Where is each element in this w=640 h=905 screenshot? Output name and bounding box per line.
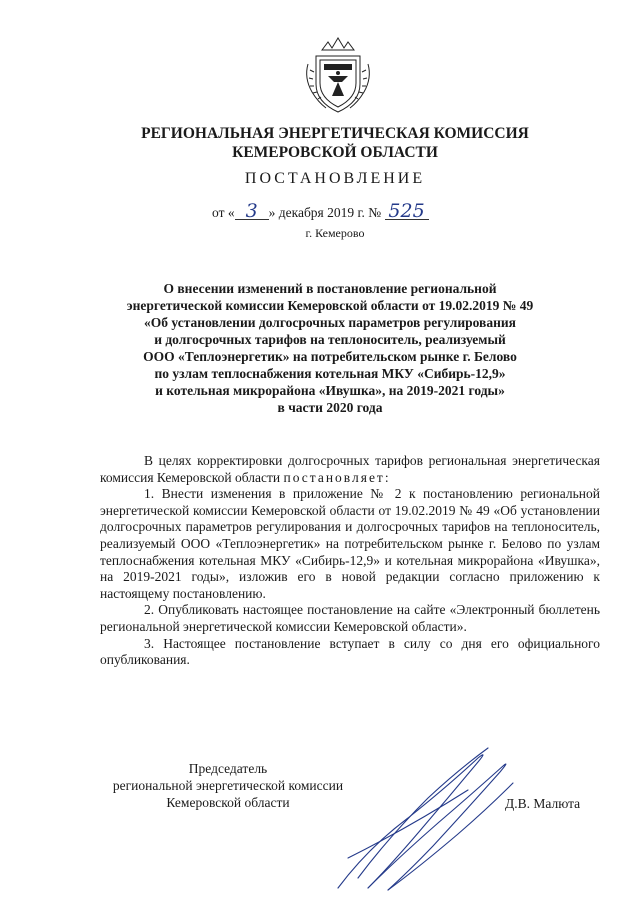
title-line: и долгосрочных тарифов на теплоноситель, реализуемый (154, 332, 506, 347)
title-line: энергетической комиссии Кемеровской области от 19.02.2019 № 49 (126, 298, 534, 313)
document-title (0, 280, 640, 416)
intro-paragraph (100, 453, 600, 486)
issuing-authority (0, 124, 640, 162)
clause-2: 2. Опубликовать настоящее постановление на сайте «Электронный бюллетень региональной энергетической комиссии Кемеровской области». (100, 602, 600, 634)
signer-name: Д.В. Малюта (505, 796, 581, 811)
signer-title-line-2: региональной энергетической комиссии (112, 778, 344, 793)
handwritten-number: 525 (385, 203, 429, 220)
title-line: О внесении изменений в постановление региональной (163, 281, 497, 296)
signer-title-line-3: Кемеровской области (166, 795, 290, 810)
signer-title (100, 760, 356, 811)
kemerovo-coat-of-arms-icon (302, 36, 374, 116)
date-line (212, 200, 429, 222)
city: г. Кемерово (305, 226, 365, 240)
title-line: «Об установлении долгосрочных параметров регулирования (144, 315, 516, 330)
date-middle: » декабря 2019 г. № (268, 205, 382, 220)
clause-3: 3. Настоящее постановление вступает в силу со дня его официального опубликования. (100, 635, 600, 668)
title-line: ООО «Теплоэнергетик» на потребительском рынке г. Белово (143, 349, 517, 364)
intro-text: В целях корректировки долгосрочных тарифов региональная энергетическая комиссия Кемеровской области (100, 453, 600, 485)
intro-keyword: постановляет: (283, 469, 391, 485)
authority-line-1: РЕГИОНАЛЬНАЯ ЭНЕРГЕТИЧЕСКАЯ КОМИССИЯ (141, 125, 529, 142)
title-line: в части 2020 года (277, 400, 383, 415)
date-prefix: от « (212, 205, 235, 220)
signer-title-line-1: Председатель (188, 761, 268, 776)
title-line: по узлам теплоснабжения котельная МКУ «Сибирь-12,9» (154, 366, 506, 381)
title-line: и котельная микрорайона «Ивушка», на 2019-2021 годы» (155, 383, 505, 398)
handwritten-day: 3 (235, 203, 269, 220)
document-body (100, 453, 600, 669)
document-type: ПОСТАНОВЛЕНИЕ (244, 170, 426, 187)
authority-line-2: КЕМЕРОВСКОЙ ОБЛАСТИ (232, 144, 438, 161)
clause-1: 1. Внести изменения в приложение № 2 к постановлению региональной энергетической комиссии Кемеровской области от 19.02.2019 № 49 «Об установлении долгосрочных параметров регулирования и долгосрочных тарифов на теплоноситель, реализуемый ООО «Теплоэнергетик» на потребительском рынке г. Белово по узлам теплоснабжения котельная МКУ «Сибирь-12,9» и котельная микрорайона «Ивушка», на 2019-2021 годы», изложив его в новой редакции согласно приложению к настоящему постановлению. (100, 486, 600, 601)
handwritten-signature (328, 738, 518, 898)
